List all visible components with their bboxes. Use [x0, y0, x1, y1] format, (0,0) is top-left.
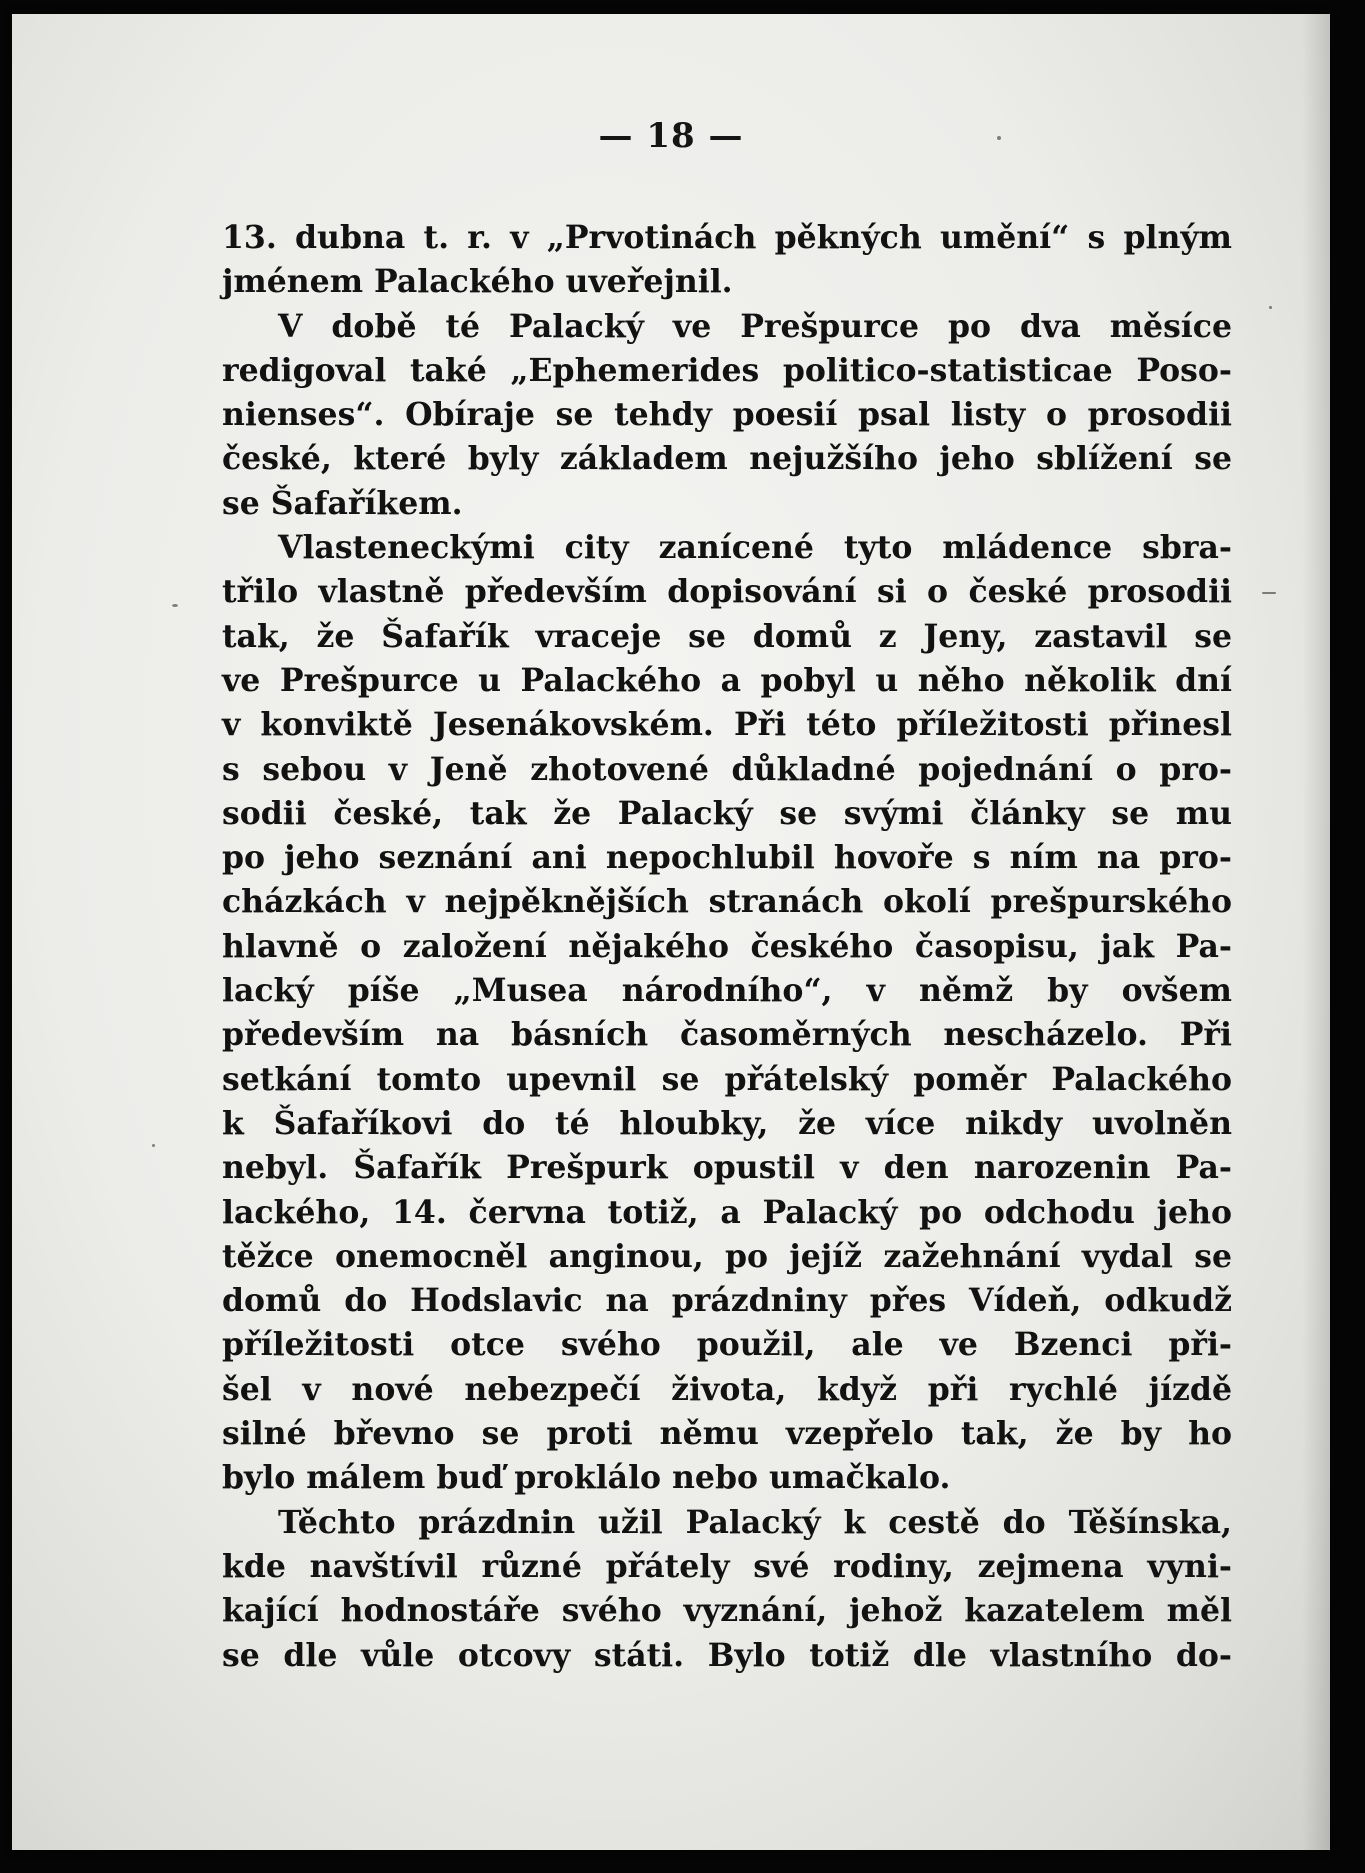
- text-line: české, které byly základem nejužšího jeho sblížení se: [222, 440, 1232, 478]
- text-line: silné břevno se proti němu vzepřelo tak, že by ho: [222, 1415, 1232, 1453]
- text-line: Těchto prázdnin užil Palacký k cestě do Těšínska,: [278, 1503, 1232, 1541]
- text-line: jménem Palackého uveřejnil.: [222, 263, 733, 301]
- text-line: Vlasteneckými city zanícené tyto mládence sbra-: [278, 529, 1232, 567]
- page-number: — 18 —: [598, 116, 744, 156]
- text-line: příležitosti otce svého použil, ale ve Bzenci při-: [222, 1326, 1232, 1364]
- text-line: nienses“. Obíraje se tehdy poesií psal listy o prosodii: [222, 396, 1232, 434]
- text-line: cházkách v nejpěknějších stranách okolí prešpurského: [222, 883, 1232, 921]
- text-line: setkání tomto upevnil se přátelský poměr Palackého: [222, 1060, 1232, 1098]
- text-line: se Šafaříkem.: [222, 484, 463, 522]
- text-line: především na básních časoměrných nescházelo. Při: [222, 1016, 1232, 1054]
- page-edge-shadow: [1302, 14, 1330, 1850]
- text-line: v konviktě Jesenákovském. Při této příležitosti přinesl: [222, 706, 1232, 744]
- text-line: tak, že Šafařík vraceje se domů z Jeny, zastavil se: [222, 617, 1232, 655]
- text-line: k Šafaříkovi do té hloubky, že více nikdy uvolněn: [222, 1104, 1232, 1142]
- print-speck: [997, 136, 1001, 140]
- text-line: ve Prešpurce u Palackého a pobyl u něho několik dní: [222, 661, 1232, 699]
- text-line: kde navštívil různé přátely své rodiny, zejmena vyni-: [222, 1547, 1232, 1585]
- text-line: šel v nové nebezpečí života, když při rychlé jízdě: [222, 1370, 1232, 1408]
- text-line: 13. dubna t. r. v „Prvotinách pěkných umění“ s plným: [222, 219, 1232, 256]
- text-line: V době té Palacký ve Prešpurce po dva měsíce: [278, 307, 1232, 345]
- text-line: kající hodnostáře svého vyznání, jehož kazatelem měl: [222, 1592, 1232, 1630]
- print-speck: [1269, 306, 1272, 309]
- book-page: [12, 14, 1330, 1850]
- text-line: s sebou v Jeně zhotovené důkladné pojednání o pro-: [222, 750, 1232, 788]
- text-line: těžce onemocněl anginou, po jejíž zažehnání vydal se: [222, 1237, 1232, 1275]
- print-speck: [1262, 592, 1276, 594]
- text-line: sodii české, tak že Palacký se svými články se mu: [222, 794, 1232, 832]
- text-line: redigoval také „Ephemerides politico-statisticae Poso-: [222, 351, 1232, 389]
- text-line: lacký píše „Musea národního“, v němž by ovšem: [222, 972, 1232, 1010]
- text-line: třilo vlastně především dopisování si o české prosodii: [222, 573, 1232, 611]
- text-line: nebyl. Šafařík Prešpurk opustil v den narozenin Pa-: [222, 1149, 1232, 1187]
- text-line: se dle vůle otcovy státi. Bylo totiž dle vlastního do-: [222, 1636, 1232, 1674]
- print-speck: [172, 604, 178, 607]
- text-line: bylo málem buď proklálo nebo umačkalo.: [222, 1459, 951, 1497]
- print-speck: [152, 1144, 155, 1147]
- text-line: po jeho seznání ani nepochlubil hovoře s ním na pro-: [222, 839, 1232, 877]
- text-line: domů do Hodslavic na prázdniny přes Vídeň, odkudž: [222, 1282, 1232, 1320]
- text-line: lackého, 14. června totiž, a Palacký po odchodu jeho: [222, 1193, 1232, 1231]
- text-line: hlavně o založení nějakého českého časopisu, jak Pa-: [222, 927, 1232, 965]
- body-text: [222, 216, 1232, 1678]
